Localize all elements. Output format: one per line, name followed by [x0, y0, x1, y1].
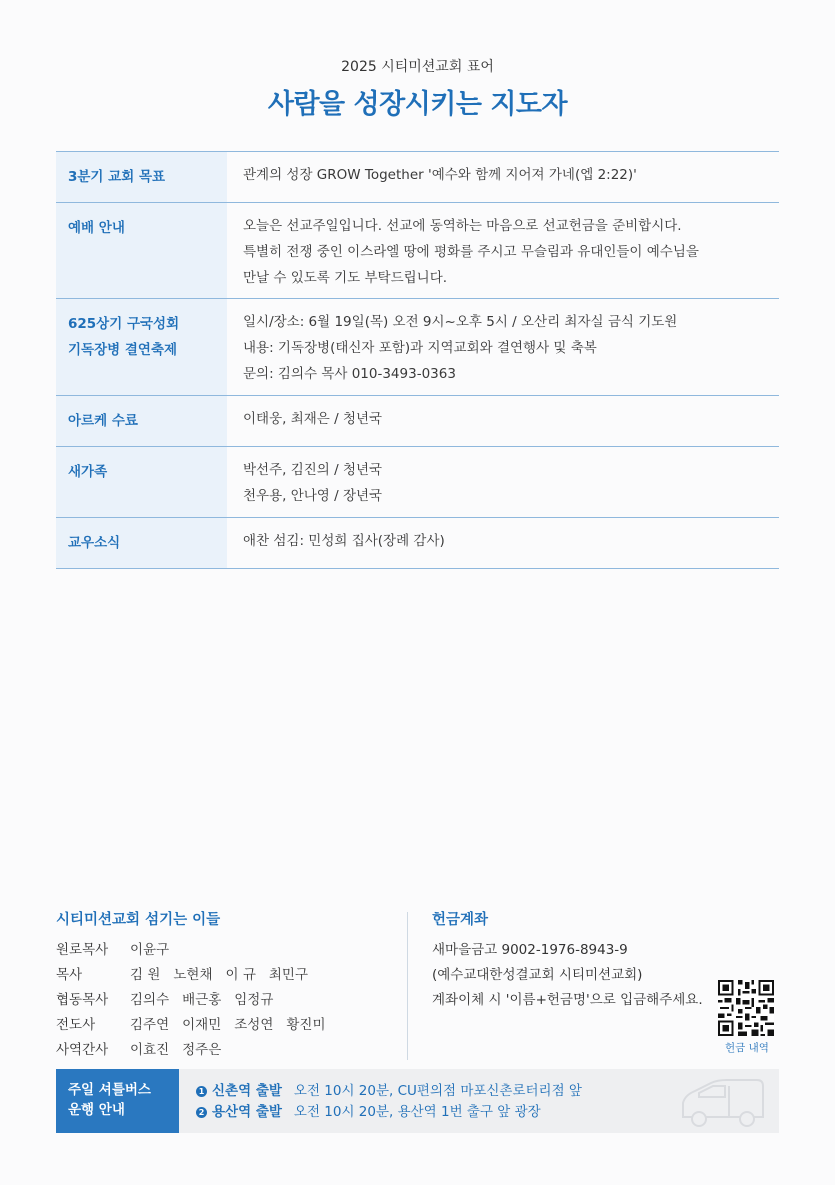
- announcement-row: [56, 518, 779, 569]
- row-label: 625상기 구국성회 기독장병 결연축제: [56, 299, 227, 395]
- announcement-row: [56, 203, 779, 299]
- staff-group: [56, 1038, 406, 1063]
- motto-subtitle: 2025 시티미션교회 표어: [341, 59, 494, 75]
- header: [0, 56, 835, 121]
- row-label: 새가족: [56, 447, 227, 517]
- staff-group: [56, 1013, 406, 1038]
- bank-account: 새마을금고 9002-1976-8943-9: [432, 942, 628, 958]
- row-label: 아르케 수료: [56, 396, 227, 446]
- announcement-row: [56, 152, 779, 203]
- row-label: 예배 안내: [56, 203, 227, 298]
- staff-role: 사역간사: [56, 1042, 109, 1058]
- announcement-row: [56, 447, 779, 518]
- motto-title: 사람을 성장시키는 지도자: [267, 89, 568, 120]
- staff-section: [56, 908, 406, 1063]
- row-content: 애찬 섬김: 민성희 집사(장례 감사): [243, 533, 445, 549]
- offering-section: [432, 908, 779, 1054]
- staff-names: 김의수 배근홍 임정규: [130, 992, 274, 1008]
- announcements-table: [56, 151, 779, 569]
- staff-names: 이효진 정주은: [130, 1042, 222, 1058]
- staff-names: 이윤구: [130, 942, 170, 958]
- row-content: 이태웅, 최재은 / 청년국: [243, 411, 383, 427]
- footer-divider: [407, 912, 408, 1060]
- announcement-row: [56, 299, 779, 396]
- route-detail: 오전 10시 20분, CU편의점 마포신촌로터리점 앞: [293, 1083, 582, 1099]
- row-label: 교우소식: [56, 518, 227, 568]
- staff-role: 협동목사: [56, 992, 109, 1008]
- staff-role: 목사: [56, 967, 83, 983]
- staff-group: [56, 963, 406, 988]
- staff-group: [56, 988, 406, 1013]
- announcement-row: [56, 396, 779, 447]
- staff-group: [56, 938, 406, 963]
- qr-label: 헌금 내역: [725, 1042, 769, 1054]
- staff-title: 시티미션교회 섬기는 이들: [56, 912, 221, 928]
- bus-route: [196, 1102, 582, 1123]
- bus-routes: [196, 1081, 582, 1123]
- row-content: 오늘은 선교주일입니다. 선교에 동역하는 마음으로 선교헌금을 준비합시다. 특별히 전쟁 중인 이스라엘 땅에 평화를 주시고 무슬림과 유대인들이 예수님을 만날 수 있도록 기도 부탁드립니다.: [243, 218, 699, 286]
- qr-code-icon[interactable]: [718, 980, 774, 1036]
- route-station: 용산역 출발: [212, 1104, 282, 1120]
- bus-route: [196, 1081, 582, 1102]
- row-content: 박선주, 김진의 / 청년국 천우용, 안나영 / 장년국: [243, 462, 383, 504]
- staff-names: 김주연 이재민 조성연 황진미: [130, 1017, 326, 1033]
- staff-role: 원로목사: [56, 942, 109, 958]
- transfer-note: 계좌이체 시 '이름+헌금명'으로 입금해주세요.: [432, 992, 703, 1008]
- staff-names: 김 원 노현채 이 규 최민구: [130, 967, 308, 983]
- account-holder: (예수교대한성결교회 시티미션교회): [432, 967, 643, 983]
- row-label: 3분기 교회 목표: [56, 152, 227, 202]
- shuttle-bus-banner: [56, 1069, 779, 1133]
- route-number-badge: 2: [196, 1107, 207, 1118]
- staff-role: 전도사: [56, 1017, 96, 1033]
- row-content: 일시/장소: 6월 19일(목) 오전 9시~오후 5시 / 오산리 최자실 금식 기도원 내용: 기독장병(태신자 포함)과 지역교회와 결연행사 및 축복 문의: 김의수 목사 010-3493-0363: [243, 314, 678, 382]
- route-station: 신촌역 출발: [212, 1083, 282, 1099]
- bus-label: 주일 셔틀버스 운행 안내: [56, 1069, 179, 1133]
- van-icon: [677, 1077, 767, 1129]
- route-detail: 오전 10시 20분, 용산역 1번 출구 앞 광장: [293, 1104, 541, 1120]
- route-number-badge: 1: [196, 1086, 207, 1097]
- offering-title: 헌금계좌: [432, 912, 489, 928]
- row-content: 관계의 성장 GROW Together '예수와 함께 지어져 가네(엡 2:22)': [243, 167, 637, 183]
